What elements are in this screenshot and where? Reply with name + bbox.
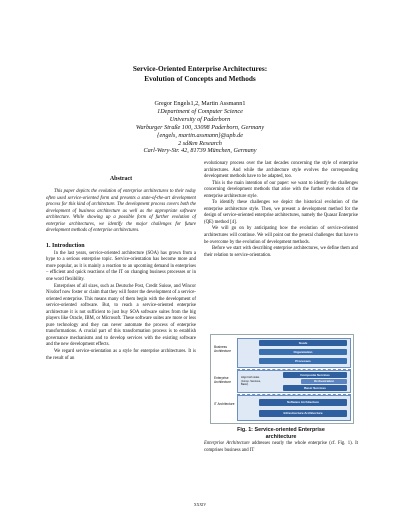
term-enterprise-architecture: Enterprise Architecture [204,441,250,446]
paragraph: In the last years, service-oriented architecture (SOA) has grown from a hype to a serious enterprise topic. Service-orientation has become more and more popular, as it is mainly a reaction to an upcoming demand in enterprises – efficient and quick reactions of the IT on changing business processes or in one word flexibility. [46,250,196,283]
paragraph-after-figure [204,441,358,454]
caption-line-2: architecture [265,433,297,440]
affiliation-1: 1Department of Computer Science [157,107,243,115]
label-business-architecture: Business Architecture [214,345,232,353]
page-number: XXXIV [193,503,207,507]
box-processes: Processes [259,358,347,364]
authors: Gregor Engels1,2, Martin Assmann1 [154,100,246,107]
paragraph: To identify these challenges we depict the historical evolution of the enterprise architecture style. Then, we present a development method for the design of service-oriented enterprise architectures, namely the Quasar Enterprise (QE) method [4]. [204,200,358,225]
author-block [0,100,400,155]
paragraph: Before we start with describing enterprise architectures, we define them and their relation to service-orientation. [204,246,358,258]
right-column [204,161,358,259]
emails: {engels, martin.assmann}@upb.de [157,131,243,139]
figure-caption [204,427,358,441]
paragraph: We will go on by anticipating how the evolution of service-oriented architectures will continue. We will point out the general challenges that have to be overcome by the evolution of development methods. [204,226,358,245]
title-line-1: Service-Oriented Enterprise Architectures: [132,64,268,73]
section-heading-introduction: 1. Introduction [46,242,85,249]
caption-line-1: Fig. 1: Service-oriented Enterprise [237,427,325,433]
label-enterprise-architecture: Enterprise Architecture [214,376,232,384]
box-infrastructure-architecture: Infrastructure Architecture [259,410,347,417]
box-orchestration: Orchestration [301,379,347,384]
note-align: Align both sides (Comp. Services, Basic) [241,376,261,387]
box-software-architecture: Software Architecture [259,399,347,406]
paragraph: evolutionary process over the last decades concerning the style of enterprise architectures. And while the architecture style evolves the corresponding development methods have to be adapted, too. [204,161,358,180]
box-composite-services: Composite Services [283,372,347,378]
paragraph-rest: addresses nearly the whole enterprise (cf. Fig. 1). It comprises business and IT [204,441,358,453]
paragraph: This is the main intention of our paper: we want to identify the challenges concerning development methods that arise with the further evolution of the enterprise architecture style. [204,180,358,199]
box-basic-services: Basic Services [283,385,347,391]
paper-title [0,64,400,84]
divider-1 [237,369,351,370]
box-organization: Organization [259,349,347,355]
affiliation-1b: University of Paderborn [169,115,231,123]
abstract-text: This paper depicts the evolution of enterprise architectures to their today often used service-oriented form and presents a state-of-the-art development process for this kind of architecture. The development process covers both the development of business architecture as well as the appropriate software architecture. While showing up a possible form of further evolution of enterprise architectures, we identify the major challenges for future development methods of enterprise architectures. [46,189,196,234]
affiliation-2: 2 sd&m Research [178,139,222,147]
label-it-architecture: IT Architecture [214,402,235,406]
paragraph: Enterprises of all sizes, such as Deutsche Post, Credit Suisse, and Wincor Nixdorf now foster or claim that they will foster the development of a service-oriented enterprise. This means many of them begin with the development of service-oriented software. But, to reach a service-oriented enterprise architecture it is not sufficient to just buy SOA software suites from the big players like Oracle, IBM, or Microsoft. These software suites are more or less pure technology and they can never automate the process of enterprise transformations. A crucial part of this transformation process is to establish governance mechanisms and to develop services with the existing software and the new development effects. [46,283,196,348]
divider-2 [237,394,351,395]
abstract-heading: Abstract [109,176,133,182]
paragraph: We regard service-orientation as a style for enterprise architectures. It is the result of an [46,349,196,361]
address-2: Carl-Wery-Str. 42, 81739 München, Germany [143,147,257,155]
address-1: Warburger Straße 100, 33098 Paderborn, Germany [135,123,265,131]
left-column [46,175,196,362]
figure-enterprise-architecture [210,334,354,424]
title-line-2: Evolution of Concepts and Methods [144,74,256,83]
box-goals: Goals [259,340,347,346]
